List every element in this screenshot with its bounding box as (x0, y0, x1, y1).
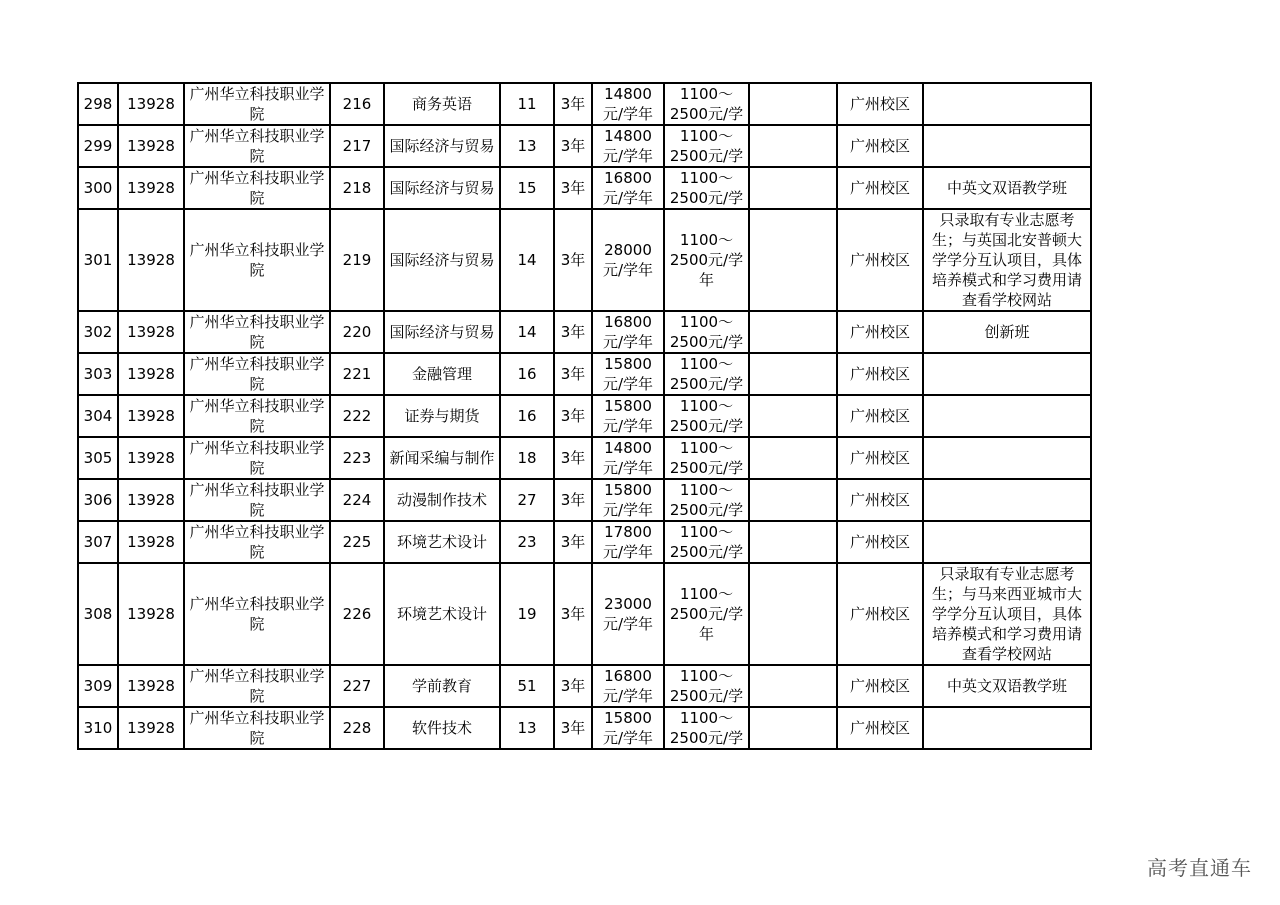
plan-count-cell: 19 (500, 563, 554, 665)
duration-cell: 3年 (554, 209, 592, 311)
dorm-fee-cell: 1100～2500元/学 (664, 479, 749, 521)
table-row (78, 125, 1091, 167)
duration-cell: 3年 (554, 353, 592, 395)
watermark: 高考直通车 (1147, 856, 1252, 880)
blank-cell (749, 665, 837, 707)
school-code-cell: 13928 (118, 125, 184, 167)
campus-cell: 广州校区 (837, 209, 923, 311)
tuition-cell: 14800元/学年 (592, 125, 664, 167)
blank-cell (749, 353, 837, 395)
major-name-cell: 国际经济与贸易 (384, 209, 500, 311)
school-name-cell: 广州华立科技职业学院 (184, 311, 330, 353)
school-code-cell: 13928 (118, 311, 184, 353)
plan-count-cell: 15 (500, 167, 554, 209)
school-name-cell: 广州华立科技职业学院 (184, 521, 330, 563)
remark-cell (923, 521, 1091, 563)
school-name-cell: 广州华立科技职业学院 (184, 125, 330, 167)
major-code-cell: 219 (330, 209, 384, 311)
tuition-cell: 23000元/学年 (592, 563, 664, 665)
plan-count-cell: 13 (500, 707, 554, 749)
campus-cell: 广州校区 (837, 125, 923, 167)
school-code-cell: 13928 (118, 395, 184, 437)
blank-cell (749, 83, 837, 125)
major-name-cell: 证券与期货 (384, 395, 500, 437)
major-code-cell: 228 (330, 707, 384, 749)
blank-cell (749, 311, 837, 353)
school-code-cell: 13928 (118, 479, 184, 521)
remark-cell: 只录取有专业志愿考生；与马来西亚城市大学学分互认项目，具体培养模式和学习费用请查看学校网站 (923, 563, 1091, 665)
campus-cell: 广州校区 (837, 83, 923, 125)
major-name-cell: 国际经济与贸易 (384, 311, 500, 353)
blank-cell (749, 125, 837, 167)
school-code-cell: 13928 (118, 665, 184, 707)
campus-cell: 广州校区 (837, 665, 923, 707)
campus-cell: 广州校区 (837, 437, 923, 479)
remark-cell: 创新班 (923, 311, 1091, 353)
school-code-cell: 13928 (118, 563, 184, 665)
tuition-cell: 16800元/学年 (592, 665, 664, 707)
duration-cell: 3年 (554, 311, 592, 353)
duration-cell: 3年 (554, 563, 592, 665)
remark-cell (923, 479, 1091, 521)
dorm-fee-cell: 1100～2500元/学 (664, 665, 749, 707)
blank-cell (749, 437, 837, 479)
blank-cell (749, 479, 837, 521)
duration-cell: 3年 (554, 83, 592, 125)
blank-cell (749, 707, 837, 749)
duration-cell: 3年 (554, 707, 592, 749)
remark-cell (923, 125, 1091, 167)
sequence-cell: 301 (78, 209, 118, 311)
blank-cell (749, 521, 837, 563)
plan-count-cell: 27 (500, 479, 554, 521)
table-row (78, 83, 1091, 125)
sequence-cell: 308 (78, 563, 118, 665)
major-name-cell: 新闻采编与制作 (384, 437, 500, 479)
major-name-cell: 国际经济与贸易 (384, 125, 500, 167)
admissions-table (77, 82, 1092, 750)
table-row (78, 437, 1091, 479)
remark-cell (923, 395, 1091, 437)
major-code-cell: 217 (330, 125, 384, 167)
tuition-cell: 28000元/学年 (592, 209, 664, 311)
plan-count-cell: 18 (500, 437, 554, 479)
major-code-cell: 221 (330, 353, 384, 395)
table-body (78, 83, 1091, 749)
major-name-cell: 国际经济与贸易 (384, 167, 500, 209)
school-code-cell: 13928 (118, 707, 184, 749)
remark-cell (923, 437, 1091, 479)
school-code-cell: 13928 (118, 83, 184, 125)
major-name-cell: 金融管理 (384, 353, 500, 395)
dorm-fee-cell: 1100～2500元/学 (664, 521, 749, 563)
school-name-cell: 广州华立科技职业学院 (184, 83, 330, 125)
table-row (78, 209, 1091, 311)
school-name-cell: 广州华立科技职业学院 (184, 707, 330, 749)
table-row (78, 707, 1091, 749)
campus-cell: 广州校区 (837, 353, 923, 395)
sequence-cell: 299 (78, 125, 118, 167)
dorm-fee-cell: 1100～2500元/学 (664, 353, 749, 395)
school-code-cell: 13928 (118, 353, 184, 395)
major-code-cell: 223 (330, 437, 384, 479)
dorm-fee-cell: 1100～2500元/学年 (664, 563, 749, 665)
plan-count-cell: 11 (500, 83, 554, 125)
plan-count-cell: 14 (500, 311, 554, 353)
school-code-cell: 13928 (118, 167, 184, 209)
dorm-fee-cell: 1100～2500元/学 (664, 395, 749, 437)
table-row (78, 563, 1091, 665)
tuition-cell: 15800元/学年 (592, 353, 664, 395)
plan-count-cell: 51 (500, 665, 554, 707)
major-code-cell: 226 (330, 563, 384, 665)
table-row (78, 665, 1091, 707)
tuition-cell: 16800元/学年 (592, 311, 664, 353)
school-name-cell: 广州华立科技职业学院 (184, 353, 330, 395)
campus-cell: 广州校区 (837, 395, 923, 437)
dorm-fee-cell: 1100～2500元/学 (664, 707, 749, 749)
duration-cell: 3年 (554, 167, 592, 209)
sequence-cell: 303 (78, 353, 118, 395)
tuition-cell: 16800元/学年 (592, 167, 664, 209)
sequence-cell: 302 (78, 311, 118, 353)
dorm-fee-cell: 1100～2500元/学 (664, 437, 749, 479)
sequence-cell: 310 (78, 707, 118, 749)
plan-count-cell: 16 (500, 395, 554, 437)
table-row (78, 479, 1091, 521)
campus-cell: 广州校区 (837, 521, 923, 563)
tuition-cell: 15800元/学年 (592, 707, 664, 749)
major-name-cell: 商务英语 (384, 83, 500, 125)
remark-cell (923, 83, 1091, 125)
plan-count-cell: 16 (500, 353, 554, 395)
major-name-cell: 环境艺术设计 (384, 563, 500, 665)
campus-cell: 广州校区 (837, 479, 923, 521)
table-row (78, 311, 1091, 353)
dorm-fee-cell: 1100～2500元/学 (664, 311, 749, 353)
major-code-cell: 224 (330, 479, 384, 521)
major-code-cell: 222 (330, 395, 384, 437)
school-name-cell: 广州华立科技职业学院 (184, 209, 330, 311)
remark-cell: 中英文双语教学班 (923, 167, 1091, 209)
table-row (78, 521, 1091, 563)
major-name-cell: 动漫制作技术 (384, 479, 500, 521)
duration-cell: 3年 (554, 395, 592, 437)
duration-cell: 3年 (554, 665, 592, 707)
tuition-cell: 17800元/学年 (592, 521, 664, 563)
dorm-fee-cell: 1100～2500元/学年 (664, 209, 749, 311)
blank-cell (749, 563, 837, 665)
remark-cell: 中英文双语教学班 (923, 665, 1091, 707)
campus-cell: 广州校区 (837, 167, 923, 209)
duration-cell: 3年 (554, 521, 592, 563)
dorm-fee-cell: 1100～2500元/学 (664, 125, 749, 167)
dorm-fee-cell: 1100～2500元/学 (664, 167, 749, 209)
plan-count-cell: 13 (500, 125, 554, 167)
dorm-fee-cell: 1100～2500元/学 (664, 83, 749, 125)
tuition-cell: 15800元/学年 (592, 395, 664, 437)
plan-count-cell: 23 (500, 521, 554, 563)
remark-cell (923, 353, 1091, 395)
major-code-cell: 220 (330, 311, 384, 353)
sequence-cell: 300 (78, 167, 118, 209)
major-code-cell: 218 (330, 167, 384, 209)
tuition-cell: 15800元/学年 (592, 479, 664, 521)
table-row (78, 353, 1091, 395)
campus-cell: 广州校区 (837, 563, 923, 665)
remark-cell (923, 707, 1091, 749)
major-name-cell: 环境艺术设计 (384, 521, 500, 563)
duration-cell: 3年 (554, 125, 592, 167)
major-name-cell: 学前教育 (384, 665, 500, 707)
sequence-cell: 309 (78, 665, 118, 707)
school-name-cell: 广州华立科技职业学院 (184, 395, 330, 437)
school-name-cell: 广州华立科技职业学院 (184, 665, 330, 707)
sequence-cell: 305 (78, 437, 118, 479)
school-code-cell: 13928 (118, 437, 184, 479)
sequence-cell: 307 (78, 521, 118, 563)
school-code-cell: 13928 (118, 209, 184, 311)
school-name-cell: 广州华立科技职业学院 (184, 479, 330, 521)
tuition-cell: 14800元/学年 (592, 83, 664, 125)
blank-cell (749, 209, 837, 311)
school-name-cell: 广州华立科技职业学院 (184, 563, 330, 665)
campus-cell: 广州校区 (837, 311, 923, 353)
sequence-cell: 304 (78, 395, 118, 437)
remark-cell: 只录取有专业志愿考生；与英国北安普顿大学学分互认项目，具体培养模式和学习费用请查看学校网站 (923, 209, 1091, 311)
duration-cell: 3年 (554, 437, 592, 479)
sequence-cell: 306 (78, 479, 118, 521)
major-code-cell: 216 (330, 83, 384, 125)
duration-cell: 3年 (554, 479, 592, 521)
school-name-cell: 广州华立科技职业学院 (184, 437, 330, 479)
major-name-cell: 软件技术 (384, 707, 500, 749)
sequence-cell: 298 (78, 83, 118, 125)
school-name-cell: 广州华立科技职业学院 (184, 167, 330, 209)
plan-count-cell: 14 (500, 209, 554, 311)
blank-cell (749, 395, 837, 437)
major-code-cell: 225 (330, 521, 384, 563)
campus-cell: 广州校区 (837, 707, 923, 749)
table-row (78, 167, 1091, 209)
major-code-cell: 227 (330, 665, 384, 707)
school-code-cell: 13928 (118, 521, 184, 563)
tuition-cell: 14800元/学年 (592, 437, 664, 479)
blank-cell (749, 167, 837, 209)
table-row (78, 395, 1091, 437)
